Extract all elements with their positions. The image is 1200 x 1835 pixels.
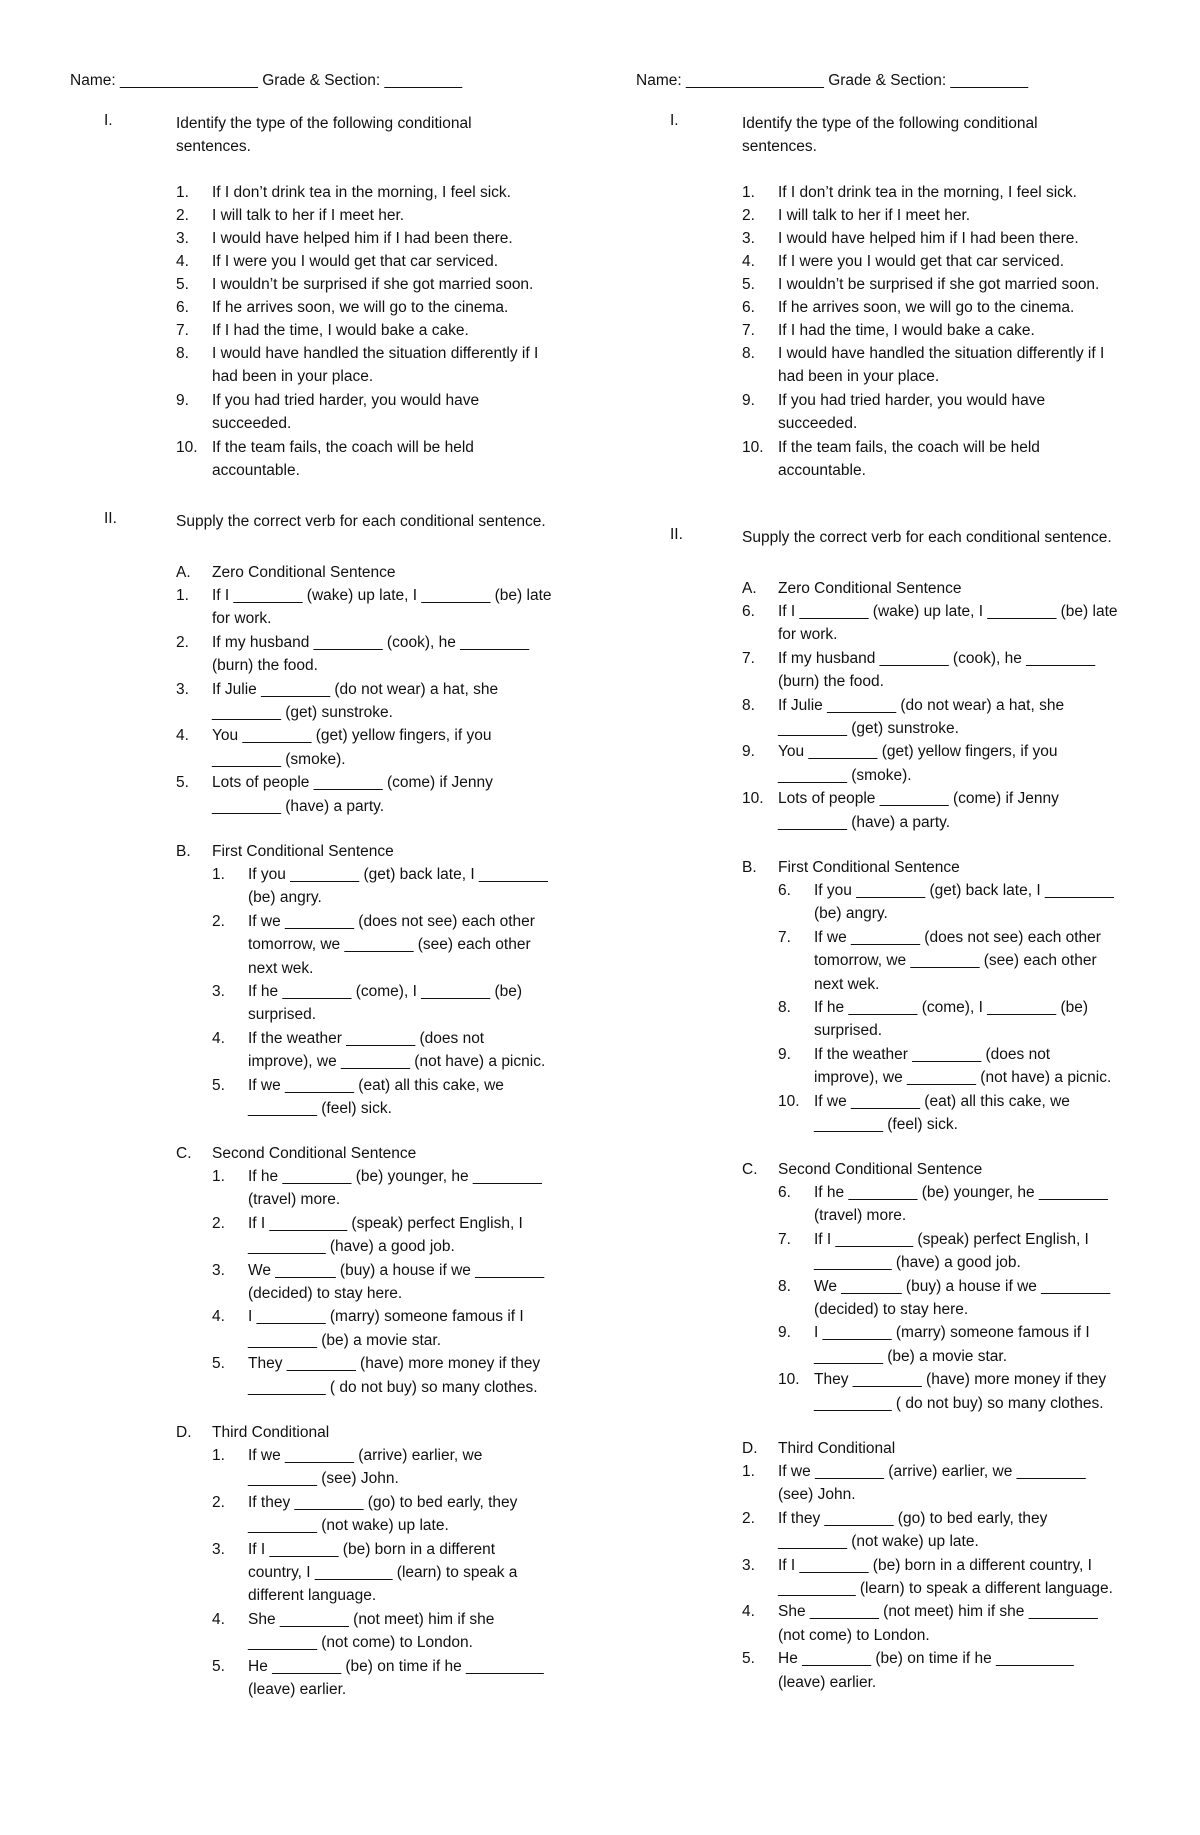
part-2-item [212, 910, 612, 980]
item-text: I would have helped him if I had been there. [778, 230, 1079, 247]
part-1-numeral: I. [670, 112, 679, 129]
item-number: 6. [742, 603, 755, 620]
section-heading-a [176, 561, 396, 584]
item-text: He ________ (be) on time if he _________ (leave) earlier. [248, 1657, 544, 1698]
item-text: If I were you I would get that car serviced. [778, 253, 1065, 270]
item-number: 1. [212, 1168, 225, 1185]
item-text: If I ________ (wake) up late, I ________ (be) late for work. [212, 587, 552, 628]
item-number: 1. [742, 1463, 755, 1480]
name-grade-header: Name: ________________ Grade & Section: _________ [636, 72, 1029, 89]
item-text: If I were you I would get that car serviced. [212, 253, 499, 270]
item-number: 6. [176, 299, 189, 316]
part-1-numeral: I. [104, 112, 113, 129]
part-1-item [176, 342, 576, 389]
part-1-item [742, 250, 1142, 273]
item-text: If I ________ (be) born in a different country, I _________ (learn) to speak a different language. [778, 1556, 1113, 1597]
item-number: 4. [212, 1029, 225, 1047]
item-text: If we ________ (arrive) earlier, we ________ (see) John. [248, 1447, 483, 1488]
item-number: 9. [742, 392, 755, 409]
part-2-item [212, 1352, 612, 1399]
item-text: If he ________ (come), I ________ (be) surprised. [248, 983, 523, 1024]
part-1-item [176, 204, 576, 227]
section-heading-b [176, 840, 394, 863]
part-2-item [212, 1491, 612, 1538]
part-2-item [778, 1181, 1178, 1228]
item-number: 7. [778, 1230, 791, 1248]
item-text: If he ________ (be) younger, he ________ (travel) more. [248, 1168, 542, 1209]
item-text: She ________ (not meet) him if she ________ (not come) to London. [248, 1610, 495, 1652]
item-number: 8. [778, 1277, 791, 1295]
item-number: 7. [742, 322, 755, 339]
item-number: 3. [742, 230, 755, 247]
item-number: 1. [212, 866, 225, 883]
section-letter: C. [176, 1145, 192, 1162]
section-title: Zero Conditional Sentence [778, 580, 962, 597]
item-text: If the team fails, the coach will be held accountable. [212, 439, 474, 480]
part-2-item [778, 926, 1178, 996]
item-number: 10. [176, 439, 198, 456]
item-text: If you ________ (get) back late, I ________ (be) angry. [814, 882, 1114, 923]
item-number: 2. [212, 912, 225, 930]
item-number: 1. [176, 587, 189, 604]
item-text: I would have helped him if I had been there. [212, 230, 513, 247]
part-2-numeral: II. [670, 526, 683, 543]
section-letter: D. [176, 1424, 192, 1441]
section-title: Second Conditional Sentence [212, 1145, 417, 1162]
part-2-item [742, 647, 1142, 694]
part-2-item [742, 694, 1142, 741]
section-letter: A. [176, 564, 191, 581]
part-2-item [212, 1305, 612, 1352]
item-number: 10. [742, 439, 764, 456]
section-heading-d [176, 1421, 329, 1444]
item-text: If we ________ (does not see) each other tomorrow, we ________ (see) each other next wek. [248, 912, 535, 977]
item-text: I ________ (marry) someone famous if I ________ (be) a movie star. [248, 1308, 524, 1349]
item-text: If Julie ________ (do not wear) a hat, she ________ (get) sunstroke. [778, 696, 1065, 737]
item-number: 6. [742, 299, 755, 316]
part-1-item [176, 319, 576, 342]
item-number: 5. [176, 276, 189, 293]
item-number: 1. [176, 184, 189, 201]
part-2-item [742, 1507, 1142, 1554]
item-number: 3. [176, 230, 189, 247]
part-2-item [742, 600, 1142, 647]
part-2-item [212, 1259, 612, 1306]
item-text: If I ________ (be) born in a different country, I _________ (learn) to speak a different language. [248, 1540, 518, 1605]
item-text: If I don’t drink tea in the morning, I feel sick. [212, 184, 511, 201]
section-title: Third Conditional [778, 1440, 896, 1457]
name-grade-header: Name: ________________ Grade & Section: _________ [70, 72, 463, 89]
part-2-item [742, 740, 1142, 787]
item-text: I wouldn’t be surprised if she got married soon. [212, 276, 534, 293]
item-number: 7. [742, 649, 755, 667]
item-text: He ________ (be) on time if he _________ (leave) earlier. [778, 1650, 1074, 1691]
item-number: 3. [212, 1261, 225, 1279]
part-2-item [212, 980, 612, 1027]
item-text: If we ________ (does not see) each other tomorrow, we ________ (see) each other next wek. [814, 928, 1101, 993]
part-2-item [742, 1460, 1142, 1507]
item-text: If my husband ________ (cook), he ________ (burn) the food. [212, 633, 530, 675]
item-text: I will talk to her if I meet her. [212, 207, 405, 224]
part-2-item [778, 1275, 1178, 1322]
item-text: If my husband ________ (cook), he ________ (burn) the food. [778, 649, 1096, 691]
item-text: If the team fails, the coach will be held accountable. [778, 439, 1040, 480]
item-number: 7. [778, 928, 791, 946]
item-number: 4. [212, 1610, 225, 1628]
part-2-instruction: Supply the correct verb for each conditional sentence. [176, 513, 546, 530]
part-2-item [742, 1554, 1142, 1601]
part-1-item [742, 296, 1142, 319]
part-2-item [778, 879, 1178, 926]
item-text: If you had tried harder, you would have succeeded. [778, 392, 1046, 433]
item-text: I wouldn’t be surprised if she got married soon. [778, 276, 1100, 293]
section-letter: D. [742, 1440, 758, 1457]
item-number: 2. [742, 207, 755, 224]
item-number: 5. [176, 774, 189, 792]
item-number: 4. [742, 253, 755, 270]
item-number: 3. [212, 983, 225, 1000]
item-text: If you ________ (get) back late, I ________ (be) angry. [248, 866, 548, 907]
item-text: If they ________ (go) to bed early, they ________ (not wake) up late. [778, 1509, 1048, 1551]
item-number: 5. [212, 1355, 225, 1373]
item-number: 4. [176, 727, 189, 745]
item-number: 2. [176, 633, 189, 651]
item-text: Lots of people ________ (come) if Jenny ________ (have) a party. [778, 790, 1059, 831]
item-number: 9. [778, 1045, 791, 1063]
part-1-item [742, 227, 1142, 250]
item-number: 1. [742, 184, 755, 201]
item-text: We _______ (buy) a house if we ________ (decided) to stay here. [814, 1277, 1111, 1318]
item-text: If Julie ________ (do not wear) a hat, she ________ (get) sunstroke. [212, 680, 499, 721]
item-number: 8. [742, 345, 755, 362]
part-2-item [778, 1043, 1178, 1090]
item-text: I would have handled the situation differently if I had been in your place. [212, 345, 539, 386]
part-2-item [176, 584, 576, 631]
item-text: You ________ (get) yellow fingers, if you ________ (smoke). [778, 743, 1058, 784]
part-2-item [742, 1647, 1142, 1694]
item-number: 4. [176, 253, 189, 270]
part-1-item [176, 436, 576, 483]
item-number: 5. [742, 1650, 755, 1668]
item-text: If they ________ (go) to bed early, they ________ (not wake) up late. [248, 1493, 518, 1535]
item-text: If the weather ________ (does not improve), we ________ (not have) a picnic. [814, 1045, 1112, 1087]
item-text: She ________ (not meet) him if she ________ (not come) to London. [778, 1603, 1098, 1644]
item-text: We _______ (buy) a house if we ________ (decided) to stay here. [248, 1261, 545, 1302]
item-text: If he arrives soon, we will go to the cinema. [778, 299, 1075, 316]
part-2-item [778, 1321, 1178, 1368]
item-number: 8. [176, 345, 189, 362]
part-2-item [176, 771, 576, 818]
part-2-item [212, 1212, 612, 1259]
part-1-instruction: Identify the type of the following conditional sentences. [742, 115, 1038, 155]
part-2-item [212, 1655, 612, 1702]
item-number: 5. [742, 276, 755, 293]
part-2-item [742, 787, 1142, 834]
item-number: 10. [742, 790, 764, 808]
item-text: You ________ (get) yellow fingers, if you ________ (smoke). [212, 727, 492, 768]
section-letter: B. [742, 859, 757, 876]
part-1-item [176, 296, 576, 319]
item-number: 2. [742, 1509, 755, 1527]
item-number: 9. [176, 392, 189, 409]
item-number: 2. [176, 207, 189, 224]
section-title: Zero Conditional Sentence [212, 564, 396, 581]
part-2-item [778, 1228, 1178, 1275]
item-text: If he ________ (come), I ________ (be) surprised. [814, 999, 1089, 1040]
item-number: 2. [212, 1493, 225, 1511]
part-1-item [742, 342, 1142, 389]
section-heading-b [742, 856, 960, 879]
section-title: Third Conditional [212, 1424, 330, 1441]
item-number: 3. [212, 1540, 225, 1558]
section-title: First Conditional Sentence [778, 859, 960, 876]
item-number: 8. [778, 999, 791, 1016]
item-text: If the weather ________ (does not improve), we ________ (not have) a picnic. [248, 1029, 546, 1071]
item-number: 3. [176, 680, 189, 698]
part-1-item [176, 227, 576, 250]
part-2-item [778, 996, 1178, 1043]
item-text: If he ________ (be) younger, he ________ (travel) more. [814, 1184, 1108, 1225]
item-number: 6. [778, 1184, 791, 1201]
item-number: 7. [176, 322, 189, 339]
section-letter: C. [742, 1161, 758, 1178]
item-text: If we ________ (eat) all this cake, we ________ (feel) sick. [248, 1076, 504, 1117]
item-text: They ________ (have) more money if they _________ ( do not buy) so many clothes. [814, 1371, 1107, 1412]
item-number: 9. [742, 743, 755, 761]
item-number: 3. [742, 1556, 755, 1574]
part-1-item [742, 204, 1142, 227]
part-2-item [212, 1165, 612, 1212]
item-number: 10. [778, 1092, 800, 1110]
part-2-item [176, 678, 576, 725]
part-1-item [742, 319, 1142, 342]
part-2-item [176, 631, 576, 678]
item-number: 2. [212, 1214, 225, 1232]
item-number: 4. [212, 1308, 225, 1326]
section-title: Second Conditional Sentence [778, 1161, 983, 1178]
item-text: If I had the time, I would bake a cake. [778, 322, 1035, 339]
section-letter: A. [742, 580, 757, 597]
item-text: If he arrives soon, we will go to the cinema. [212, 299, 509, 316]
item-number: 6. [778, 882, 791, 899]
part-2-item [778, 1090, 1178, 1137]
item-text: If I _________ (speak) perfect English, I _________ (have) a good job. [248, 1214, 523, 1256]
item-text: I will talk to her if I meet her. [778, 207, 971, 224]
part-1-item [176, 250, 576, 273]
item-text: I ________ (marry) someone famous if I ________ (be) a movie star. [814, 1324, 1090, 1365]
part-2-numeral: II. [104, 510, 117, 527]
part-1-item [176, 389, 576, 436]
item-number: 1. [212, 1447, 225, 1464]
item-text: If we ________ (eat) all this cake, we ________ (feel) sick. [814, 1092, 1070, 1133]
item-number: 4. [742, 1603, 755, 1621]
part-1-item [742, 181, 1142, 204]
item-text: Lots of people ________ (come) if Jenny ________ (have) a party. [212, 774, 493, 815]
section-title: First Conditional Sentence [212, 843, 394, 860]
item-text: If you had tried harder, you would have succeeded. [212, 392, 480, 433]
part-2-item [212, 1074, 612, 1121]
item-number: 8. [742, 696, 755, 714]
item-text: They ________ (have) more money if they _________ ( do not buy) so many clothes. [248, 1355, 541, 1396]
part-2-item [212, 863, 612, 910]
section-heading-c [742, 1158, 982, 1181]
section-heading-d [742, 1437, 895, 1460]
part-1-item [742, 436, 1142, 483]
item-number: 9. [778, 1324, 791, 1342]
item-number: 5. [212, 1657, 225, 1675]
item-text: If I had the time, I would bake a cake. [212, 322, 469, 339]
item-number: 10. [778, 1371, 800, 1389]
part-2-item [212, 1538, 612, 1608]
item-text: If I ________ (wake) up late, I ________ (be) late for work. [778, 603, 1118, 644]
part-2-instruction: Supply the correct verb for each conditional sentence. [742, 529, 1112, 546]
item-text: If I don’t drink tea in the morning, I feel sick. [778, 184, 1077, 201]
part-2-item [212, 1027, 612, 1074]
item-text: If I _________ (speak) perfect English, I _________ (have) a good job. [814, 1230, 1089, 1272]
part-2-item [176, 724, 576, 771]
part-1-item [742, 273, 1142, 296]
part-2-item [778, 1368, 1178, 1415]
part-1-item [742, 389, 1142, 436]
section-heading-c [176, 1142, 416, 1165]
item-text: I would have handled the situation differently if I had been in your place. [778, 345, 1105, 386]
section-heading-a [742, 577, 962, 600]
part-2-item [212, 1444, 612, 1491]
part-1-item [176, 181, 576, 204]
part-1-instruction: Identify the type of the following conditional sentences. [176, 115, 472, 155]
section-letter: B. [176, 843, 191, 860]
part-2-item [742, 1600, 1142, 1647]
item-number: 5. [212, 1076, 225, 1094]
part-1-item [176, 273, 576, 296]
item-text: If we ________ (arrive) earlier, we ________ (see) John. [778, 1463, 1086, 1504]
part-2-item [212, 1608, 612, 1655]
